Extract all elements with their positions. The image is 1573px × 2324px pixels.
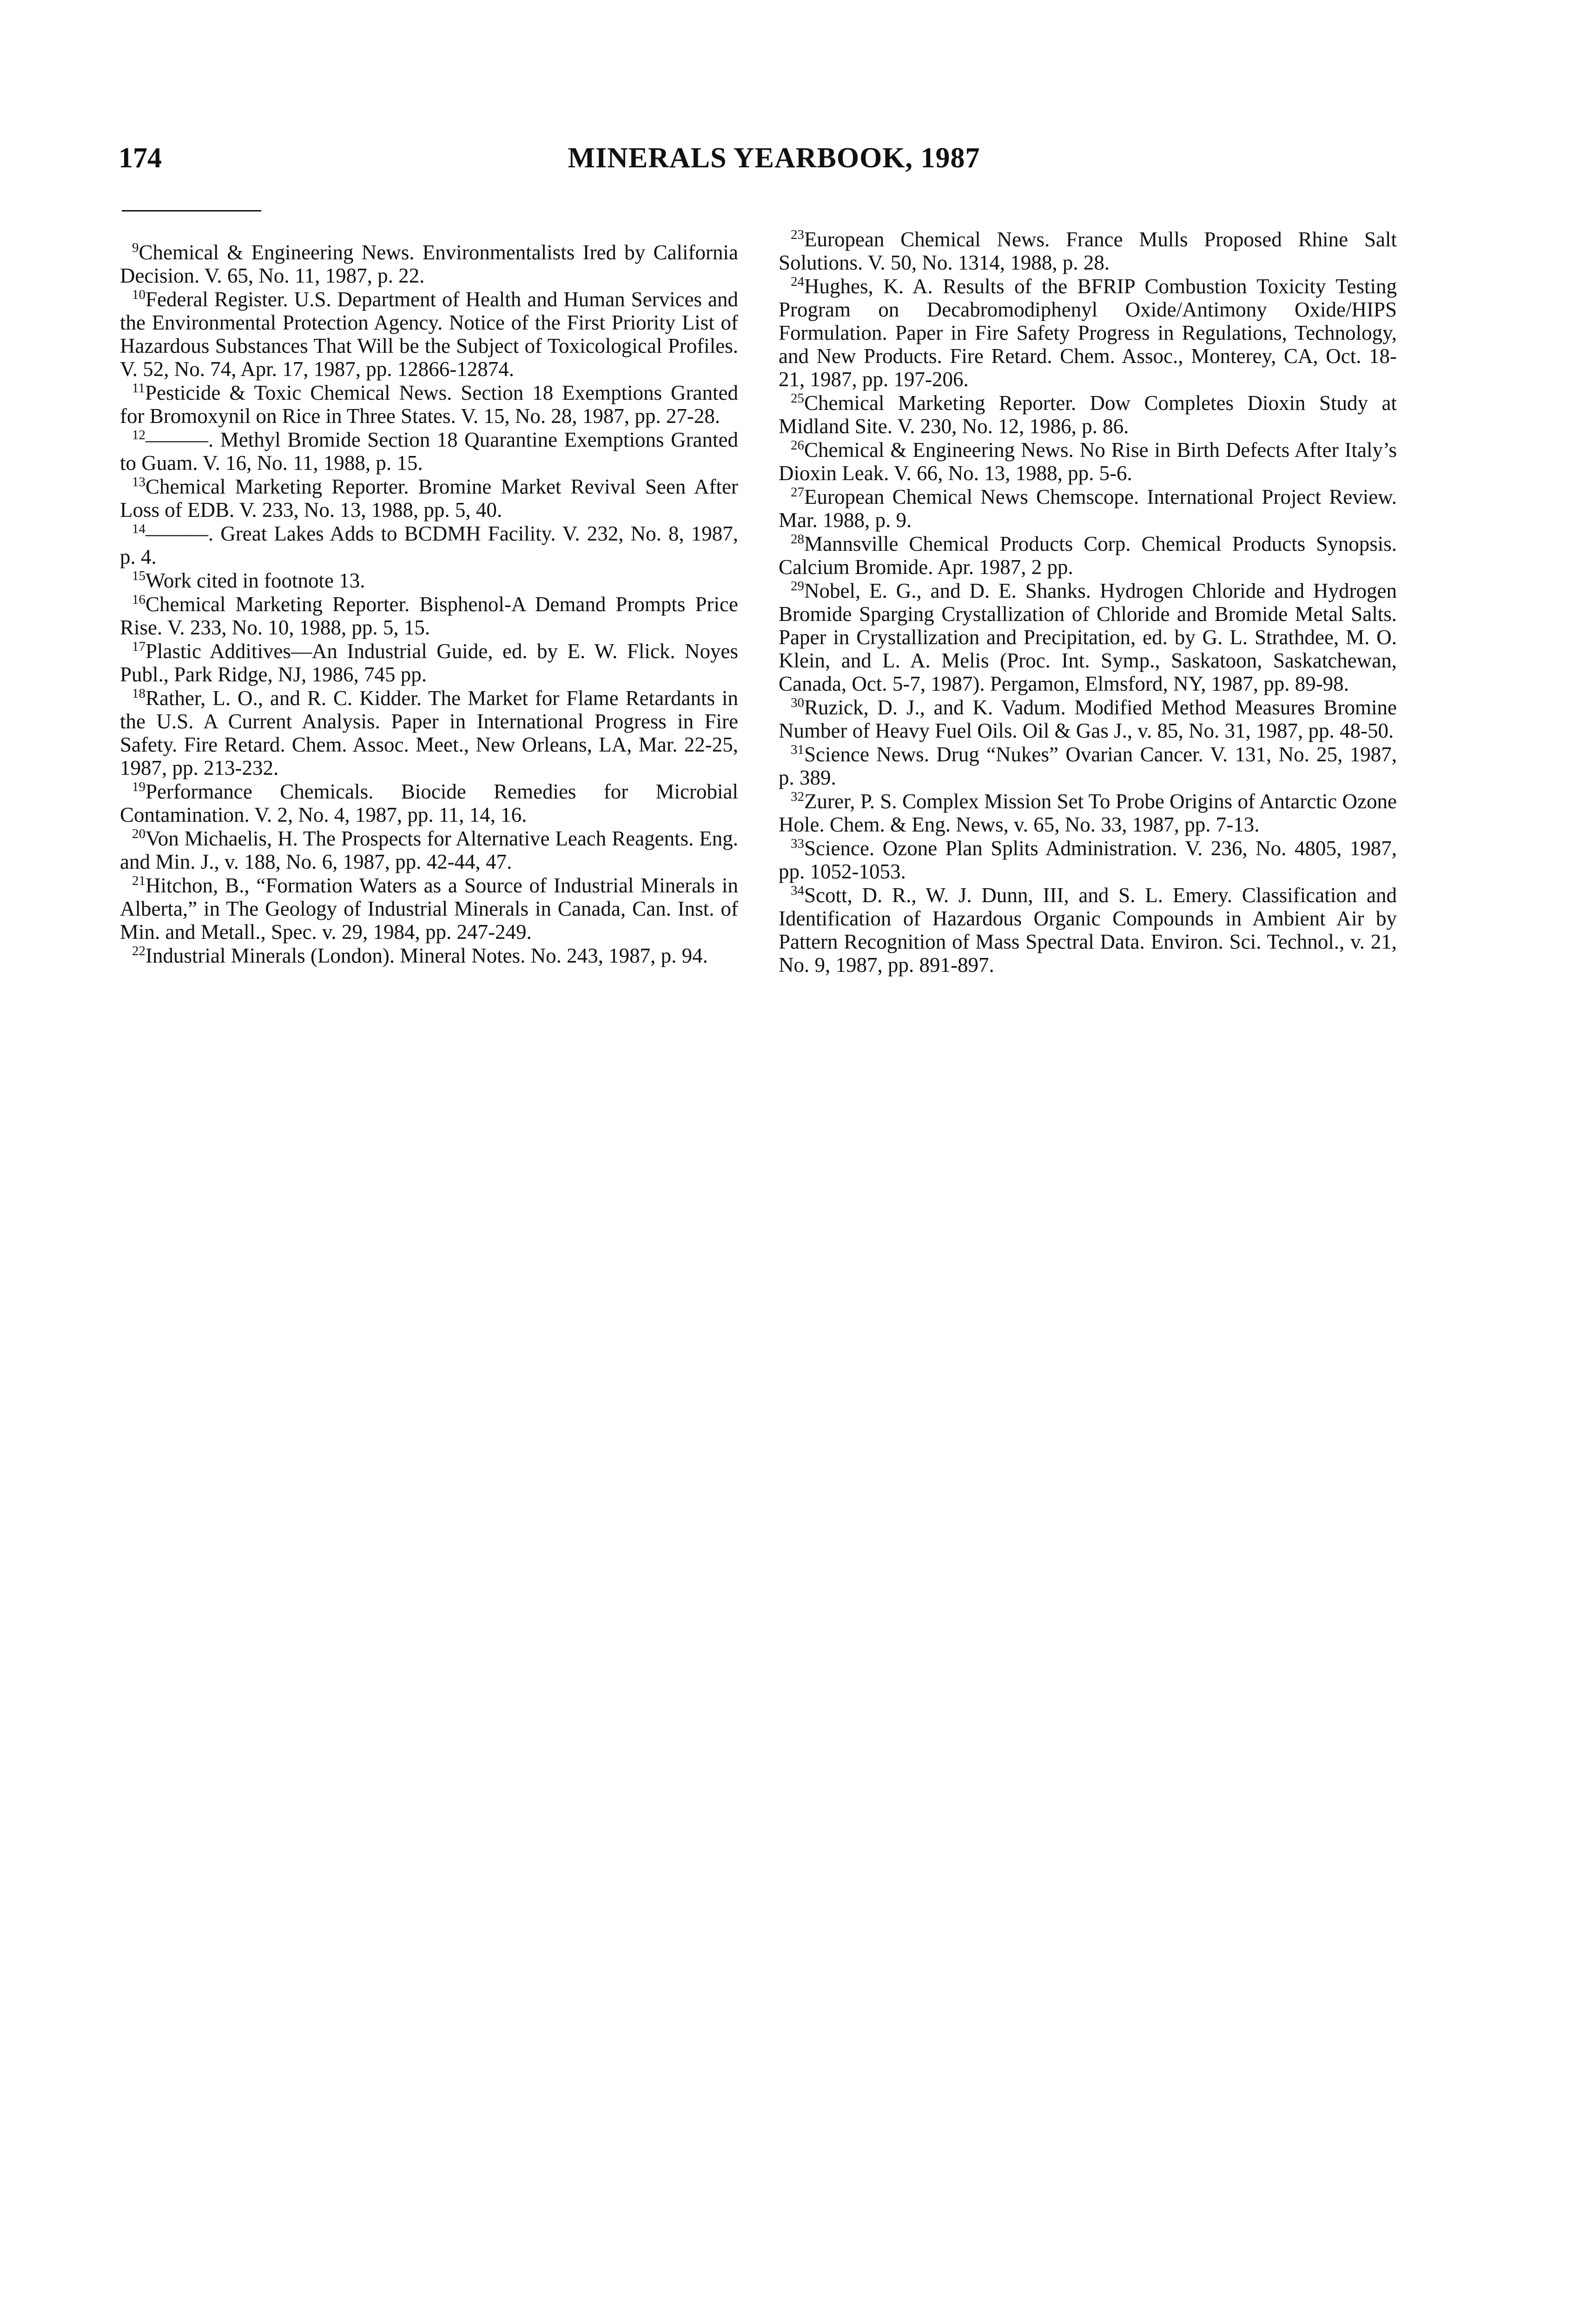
footnote-text: Industrial Minerals (London). Mineral Notes. No. 243, 1987, p. 94. [145, 944, 708, 967]
footnote-text: Pesticide & Toxic Chemical News. Section 18 Exemptions Granted for Bromoxynil on Rice in Three States. V. 15, No. 28, 1987, pp. 27-28. [120, 381, 738, 428]
footnote [779, 391, 1397, 438]
footnote [779, 696, 1397, 742]
footnote [120, 381, 738, 428]
footnote-text: Hughes, K. A. Results of the BFRIP Combustion Toxicity Testing Program on Decabromodiphenyl Oxide/Antimony Oxide/HIPS Formulation. Paper in Fire Safety Progress in Regulations, Technology, and New Products. Fire Retard. Chem. Assoc., Monterey, CA, Oct. 18-21, 1987, pp. 197-206. [779, 275, 1397, 391]
footnote-text: Chemical & Engineering News. No Rise in Birth Defects After Italy’s Dioxin Leak. V. 66, No. 13, 1988, pp. 5-6. [779, 438, 1397, 485]
footnote-text: ———. Methyl Bromide Section 18 Quarantine Exemptions Granted to Guam. V. 16, No. 11, 1988, p. 15. [120, 428, 738, 475]
footnote-number: 24 [791, 274, 804, 289]
footnote-text: Science News. Drug “Nukes” Ovarian Cancer. V. 131, No. 25, 1987, p. 389. [779, 743, 1397, 789]
footnote [120, 475, 738, 522]
footnote [120, 593, 738, 639]
footnote-text: Zurer, P. S. Complex Mission Set To Probe Origins of Antarctic Ozone Hole. Chem. & Eng. News, v. 65, No. 33, 1987, pp. 7-13. [779, 790, 1397, 836]
footnote-number: 10 [132, 287, 145, 302]
footnote-number: 19 [132, 779, 145, 794]
footnote [779, 884, 1397, 977]
footnote-number: 29 [791, 579, 804, 594]
footnote-number: 25 [791, 391, 804, 406]
footnote [120, 944, 738, 967]
footnote-number: 23 [791, 227, 804, 242]
footnote [120, 827, 738, 873]
footnote [120, 874, 738, 944]
footnote-text: Nobel, E. G., and D. E. Shanks. Hydrogen Chloride and Hydrogen Bromide Sparging Crystallization of Chloride and Bromide Metal Salts. Paper in Crystallization and Precipitation, ed. by G. L. Strathdee, M. O. Klein, and L. A. Melis (Proc. Int. Symp., Saskatoon, Saskatchewan, Canada, Oct. 5-7, 1987). Pergamon, Elmsford, NY, 1987, pp. 89-98. [779, 579, 1397, 695]
footnote-number: 20 [132, 826, 145, 841]
footnote-text: Von Michaelis, H. The Prospects for Alternative Leach Reagents. Eng. and Min. J., v. 188, No. 6, 1987, pp. 42-44, 47. [120, 827, 738, 873]
footnote-number: 15 [132, 568, 145, 583]
footnote-number: 26 [791, 438, 804, 453]
footnote-text: Scott, D. R., W. J. Dunn, III, and S. L. Emery. Classification and Identification of Hazardous Organic Compounds in Ambient Air by Pattern Recognition of Mass Spectral Data. Environ. Sci. Technol., v. 21, No. 9, 1987, pp. 891-897. [779, 884, 1397, 977]
footnote [779, 275, 1397, 391]
footnote-number: 9 [132, 240, 139, 255]
footnote-number: 11 [132, 381, 145, 396]
footnote [120, 428, 738, 475]
footnote-number: 32 [791, 789, 804, 804]
footnote-divider [122, 210, 261, 211]
footnote [779, 485, 1397, 532]
footnote-text: Work cited in footnote 13. [145, 569, 365, 592]
footnote-text: European Chemical News Chemscope. International Project Review. Mar. 1988, p. 9. [779, 485, 1397, 532]
footnote [779, 790, 1397, 836]
running-title: MINERALS YEARBOOK, 1987 [568, 142, 980, 174]
footnote-number: 33 [791, 836, 804, 851]
footnote [779, 228, 1397, 274]
footnote-number: 18 [132, 686, 145, 701]
footnote [120, 640, 738, 686]
footnotes-left-column [120, 241, 738, 968]
footnote [779, 837, 1397, 883]
footnote-number: 12 [132, 428, 145, 442]
page-number: 174 [119, 142, 162, 174]
footnote [120, 522, 738, 568]
footnote [120, 288, 738, 381]
footnote [120, 569, 738, 592]
footnote-number: 21 [132, 873, 145, 888]
footnote-text: Rather, L. O., and R. C. Kidder. The Market for Flame Retardants in the U.S. A Current Analysis. Paper in International Progress in Fire Safety. Fire Retard. Chem. Assoc. Meet., New Orleans, LA, Mar. 22-25, 1987, pp. 213-232. [120, 687, 738, 779]
page-header [119, 142, 1429, 184]
footnote-text: Performance Chemicals. Biocide Remedies for Microbial Contamination. V. 2, No. 4, 1987, pp. 11, 14, 16. [120, 780, 738, 826]
footnote-text: Science. Ozone Plan Splits Administration. V. 236, No. 4805, 1987, pp. 1052-1053. [779, 837, 1397, 883]
footnote [779, 579, 1397, 695]
footnote-number: 17 [132, 639, 145, 654]
footnote-text: ———. Great Lakes Adds to BCDMH Facility. V. 232, No. 8, 1987, p. 4. [120, 522, 738, 568]
footnote [779, 532, 1397, 579]
footnote-text: European Chemical News. France Mulls Proposed Rhine Salt Solutions. V. 50, No. 1314, 1988, p. 28. [779, 228, 1397, 274]
footnote-text: Mannsville Chemical Products Corp. Chemical Products Synopsis. Calcium Bromide. Apr. 1987, 2 pp. [779, 532, 1397, 579]
footnote-text: Chemical Marketing Reporter. Bisphenol-A Demand Prompts Price Rise. V. 233, No. 10, 1988, pp. 5, 15. [120, 593, 738, 639]
footnote [779, 743, 1397, 789]
footnote-text: Chemical & Engineering News. Environmentalists Ired by California Decision. V. 65, No. 11, 1987, p. 22. [120, 241, 738, 287]
footnote-text: Plastic Additives—An Industrial Guide, ed. by E. W. Flick. Noyes Publ., Park Ridge, NJ, 1986, 745 pp. [120, 640, 738, 686]
footnote-number: 22 [132, 944, 145, 958]
footnote-text: Chemical Marketing Reporter. Dow Completes Dioxin Study at Midland Site. V. 230, No. 12, 1986, p. 86. [779, 391, 1397, 438]
footnote-number: 14 [132, 522, 145, 536]
footnote-number: 13 [132, 475, 145, 489]
footnote-number: 27 [791, 485, 804, 500]
footnote [120, 241, 738, 287]
footnote [120, 780, 738, 826]
footnote-number: 28 [791, 532, 804, 547]
footnote-text: Hitchon, B., “Formation Waters as a Source of Industrial Minerals in Alberta,” in The Geology of Industrial Minerals in Canada, Can. Inst. of Min. and Metall., Spec. v. 29, 1984, pp. 247-249. [120, 874, 738, 944]
footnote-text: Ruzick, D. J., and K. Vadum. Modified Method Measures Bromine Number of Heavy Fuel Oils. Oil & Gas J., v. 85, No. 31, 1987, pp. 48-50. [779, 696, 1397, 742]
footnote [120, 687, 738, 779]
footnote-text: Federal Register. U.S. Department of Health and Human Services and the Environmental Protection Agency. Notice of the First Priority List of Hazardous Substances That Will be the Subject of Toxicological Profiles. V. 52, No. 74, Apr. 17, 1987, pp. 12866-12874. [120, 288, 738, 381]
footnote [779, 438, 1397, 485]
footnote-text: Chemical Marketing Reporter. Bromine Market Revival Seen After Loss of EDB. V. 233, No. 13, 1988, pp. 5, 40. [120, 475, 738, 522]
footnotes-right-column [779, 228, 1397, 977]
footnote-number: 30 [791, 695, 804, 710]
footnote-number: 34 [791, 883, 804, 898]
footnote-number: 16 [132, 592, 145, 607]
footnote-number: 31 [791, 742, 804, 757]
